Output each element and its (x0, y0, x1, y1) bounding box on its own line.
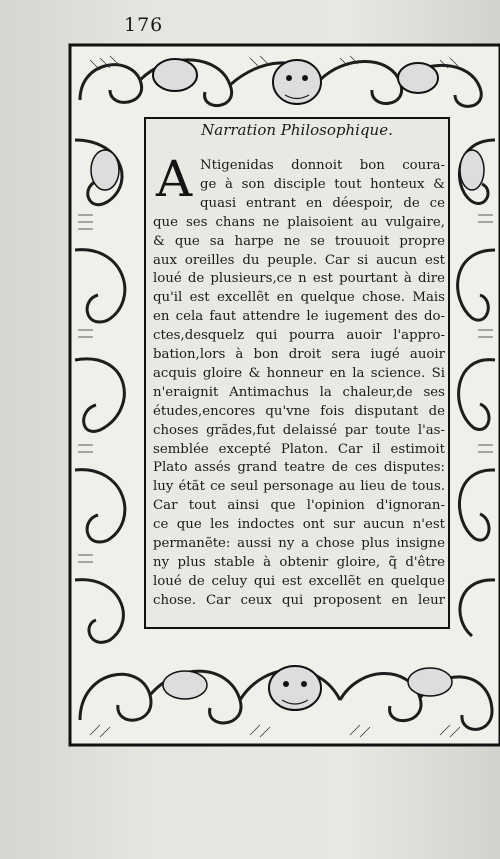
text-line: & que sa harpe ne se trouuoit propre (153, 233, 445, 249)
bird-bottom-left (163, 671, 207, 699)
text-line: permanẽte: aussi ny a chose plus insigne (153, 536, 445, 551)
drop-cap-initial: A (156, 150, 193, 208)
text-line: que ses chans ne plaisoient au vulgaire, (153, 214, 445, 230)
text-line: loué de celuy qui est excellẽt en quelque (153, 573, 445, 589)
text-line: choses grãdes,fut delaissé par toute l'as- (153, 422, 445, 438)
page-number: 176 (124, 14, 164, 36)
text-line: ctes,desquelz qui pourra auoir l'appro- (153, 328, 445, 344)
text-line: aux oreilles du peuple. Car si aucun est (153, 252, 445, 268)
text-line: Ntigenidas donnoit bon coura- (200, 158, 445, 173)
bird-right (460, 150, 484, 190)
text-line: Car tout ainsi que l'opinion d'ignoran- (153, 498, 445, 514)
section-heading: Narration Philosophique. (201, 121, 393, 139)
text-line: ce que les indoctes ont sur aucun n'est (153, 517, 445, 533)
bird-left (91, 150, 119, 190)
text-line: Plato assés grand teatre de ces disputes: (153, 460, 445, 476)
bird-bottom-right (408, 668, 452, 696)
text-line: semblée excepté Platon. Car il estimoit (153, 441, 445, 457)
beast-head-left (153, 59, 197, 91)
text-line: qu'il est excellẽt en quelque chose. Mais (153, 290, 445, 306)
text-line: ge à son disciple tout honteux & (200, 176, 445, 192)
text-line: bation,lors à bon droit sera iugé auoir (153, 347, 445, 362)
text-line: loué de plusieurs,ce n est pourtant à dire (153, 271, 445, 287)
text-line: n'eraignit Antimachus la chaleur,de ses (153, 384, 445, 400)
mask-face-center (273, 60, 321, 104)
text-line: quasi entrant en déespoir, de ce (200, 195, 445, 211)
text-line: ny plus stable à obtenir gloire, q̃ d'être (153, 554, 445, 570)
text-line: en cela faut attendre le iugement des do- (153, 309, 445, 325)
text-line: luy étãt ce seul personage au lieu de tous. (153, 479, 445, 495)
text-line: études,encores qu'vne fois disputant de (153, 403, 445, 419)
beast-head-right (398, 63, 438, 93)
text-line: acquis gloire & honneur en la science. Si (153, 365, 445, 381)
text-line: chose. Car ceux qui proposent en leur (153, 592, 445, 608)
